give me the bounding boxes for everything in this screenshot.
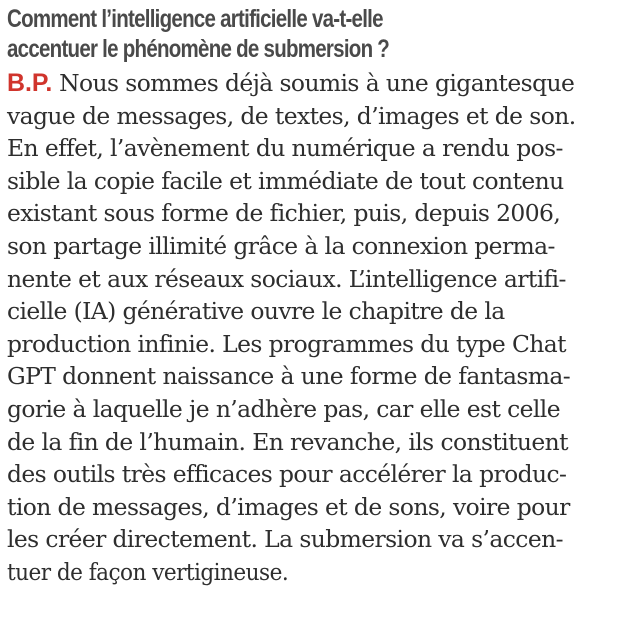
interview-answer xyxy=(7,67,635,589)
answer-line-14: tion de messages, d’images et de sons, voire pour xyxy=(7,492,570,521)
answer-line-4: sible la copie facile et immédiate de tout contenu xyxy=(7,166,564,195)
interview-question xyxy=(7,4,522,64)
answer-line-2: vague de messages, de textes, d’images et de son. xyxy=(7,101,576,130)
answer-line-10: GPT donnent naissance à une forme de fantasma- xyxy=(7,362,571,391)
answer-line-9: production infinie. Les programmes du type Chat xyxy=(7,329,566,358)
answer-line-6: son partage illimité grâce à la connexion perma- xyxy=(7,231,555,260)
answer-line-1-text: Nous sommes déjà soumis à une gigantesque xyxy=(52,69,575,97)
answer-line-16: tuer de façon vertigineuse. xyxy=(7,557,289,586)
question-line-1: Comment l’intelligence artificielle va-t-elle xyxy=(7,5,383,33)
answer-line-11: gorie à laquelle je n’adhère pas, car elle est celle xyxy=(7,394,560,423)
answer-line-7: nente et aux réseaux sociaux. L’intelligence artifi- xyxy=(7,264,566,293)
answer-line-13: des outils très efficaces pour accélérer la produc- xyxy=(7,460,567,489)
answer-line-3: En effet, l’avènement du numérique a rendu pos- xyxy=(7,134,563,163)
answer-line-1 xyxy=(7,67,633,100)
answer-line-8: cielle (IA) générative ouvre le chapitre de la xyxy=(7,297,505,326)
answer-line-5: existant sous forme de fichier, puis, depuis 2006, xyxy=(7,199,561,228)
speaker-initials: B.P. xyxy=(7,69,53,97)
article-excerpt xyxy=(7,4,635,589)
question-line-2: accentuer le phénomène de submersion ? xyxy=(7,35,390,63)
answer-line-15: les créer directement. La submersion va s’accen- xyxy=(7,525,563,554)
answer-line-12: de la fin de l’humain. En revanche, ils constituent xyxy=(7,427,568,456)
